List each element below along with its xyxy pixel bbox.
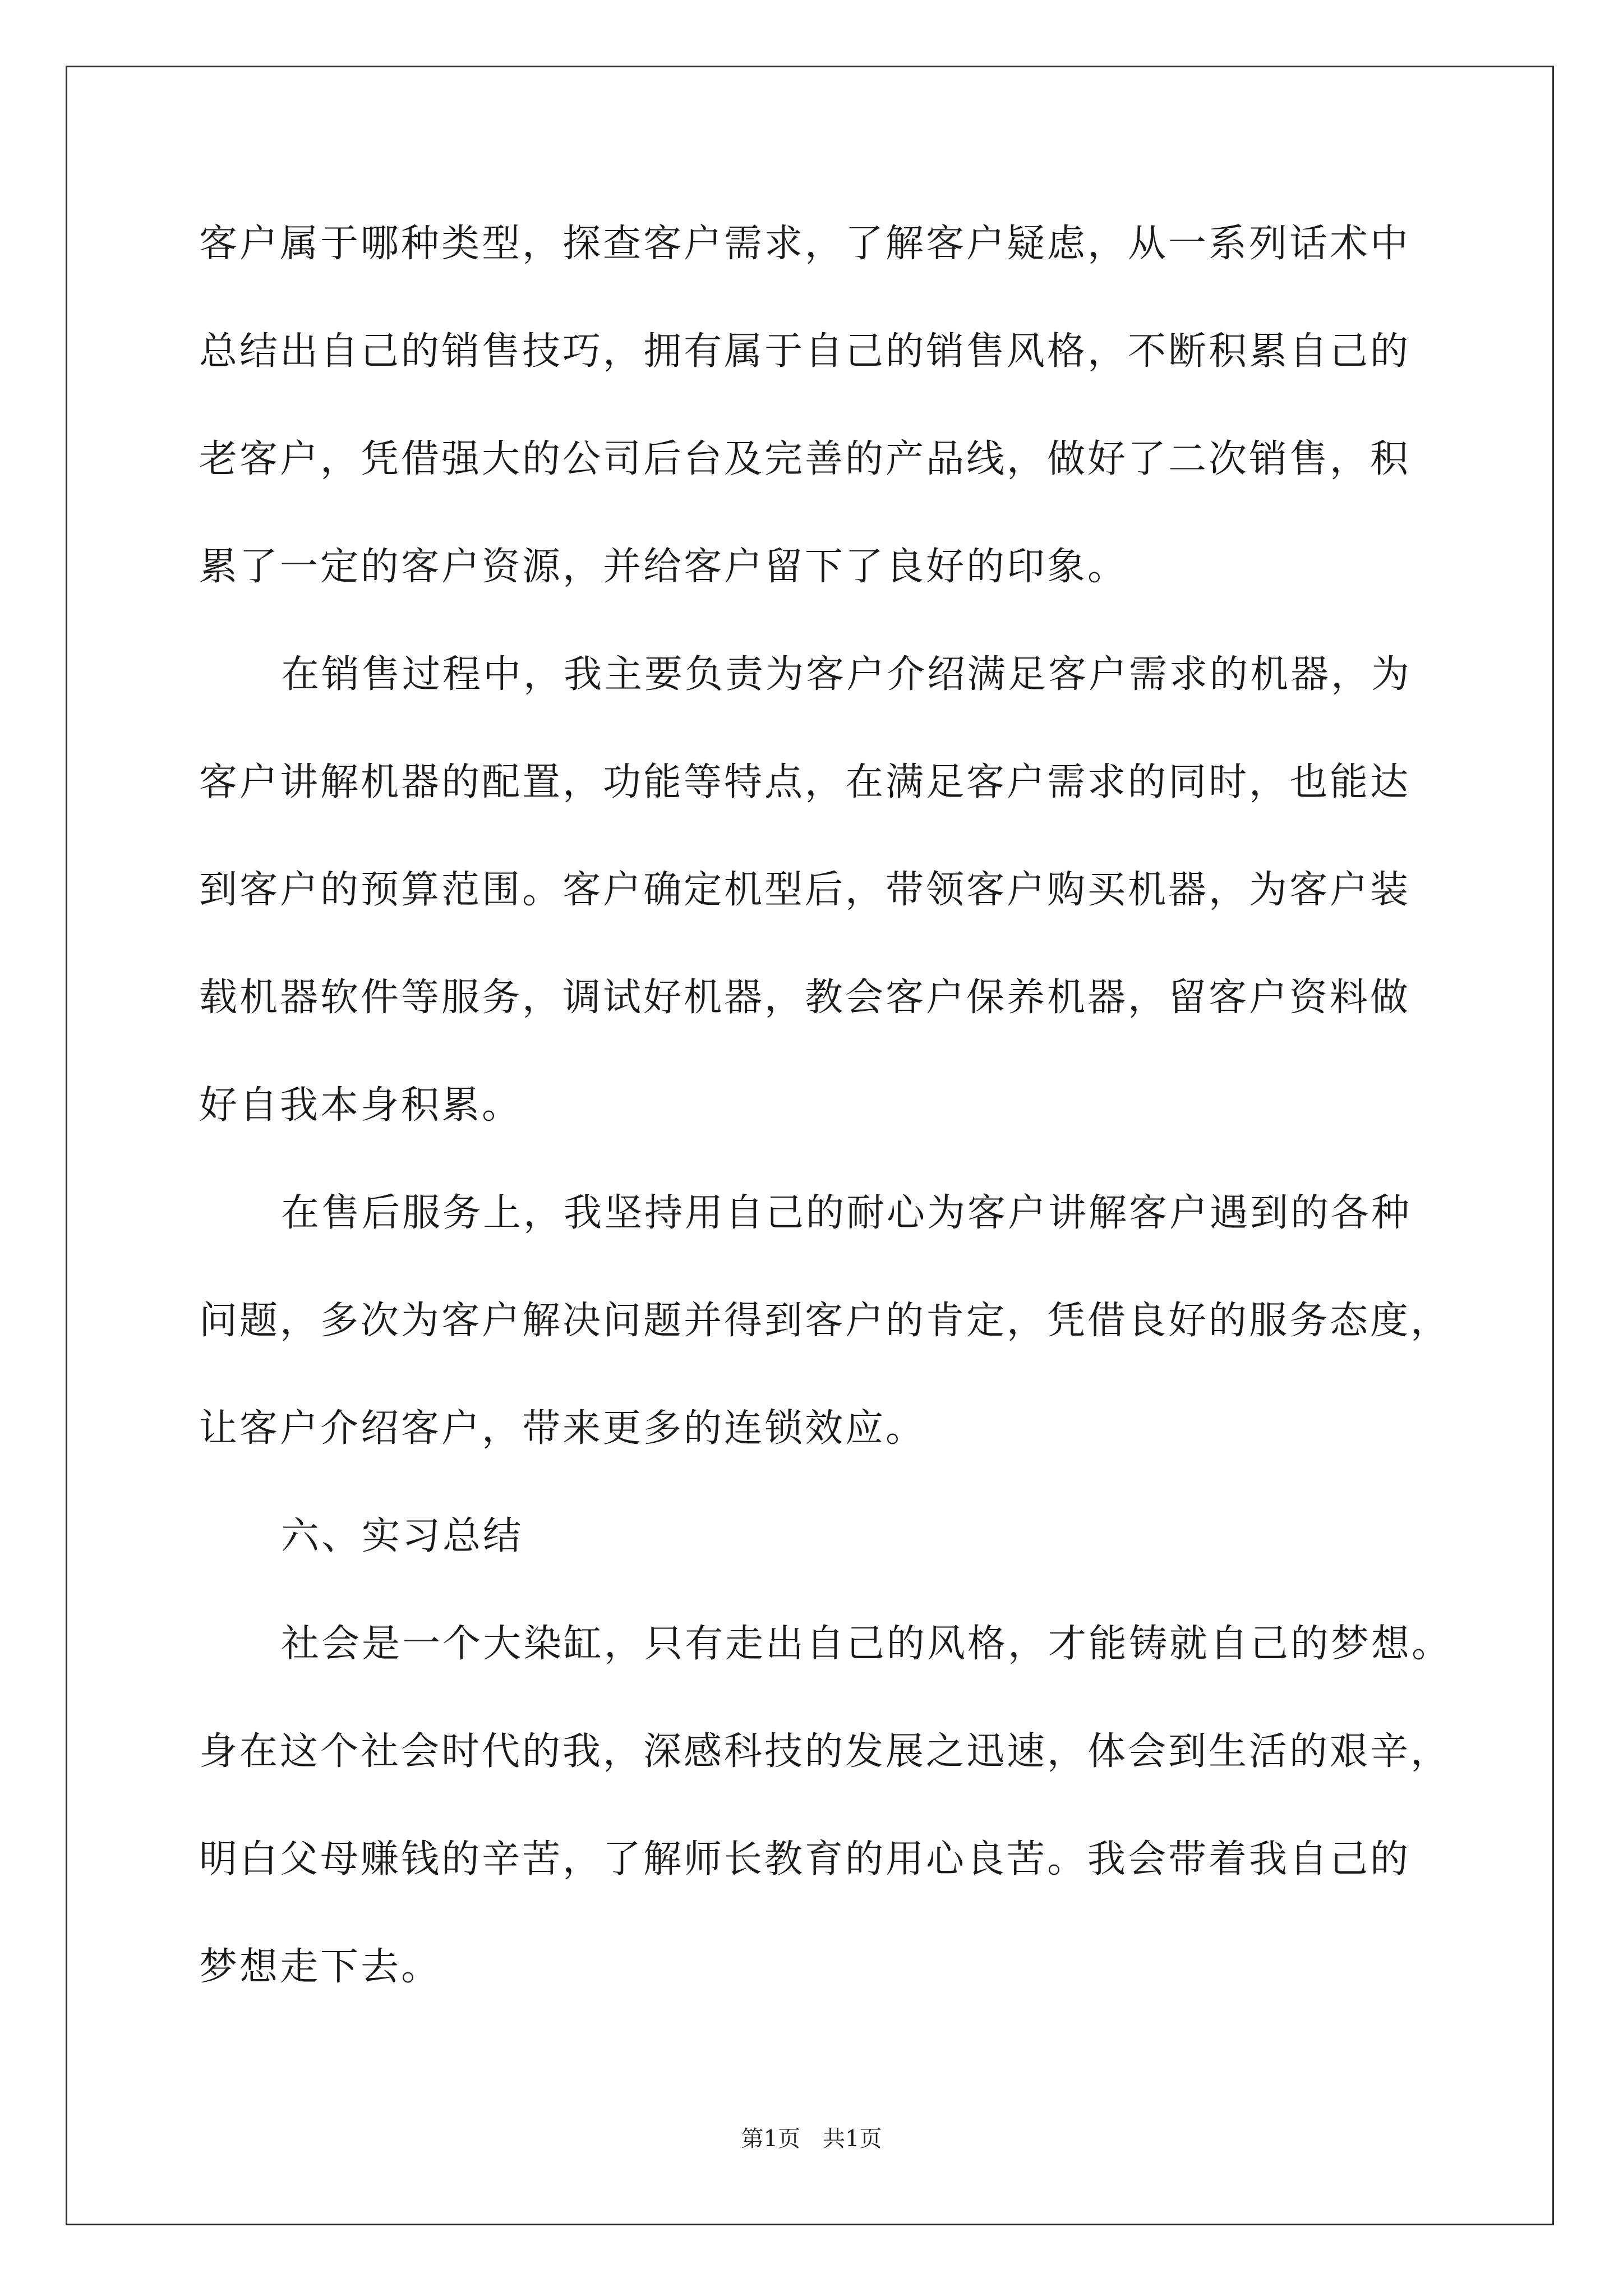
paragraph-start-line: 在销售过程中，我主要负责为客户介绍满足客户需求的机器，为: [281, 652, 1412, 697]
text-line: 问题，多次为客户解决问题并得到客户的肯定，凭借良好的服务态度，: [199, 1299, 1451, 1343]
text-line: 载机器软件等服务，调试好机器，教会客户保养机器，留客户资料做: [199, 976, 1411, 1020]
text-line: 梦想走下去。: [199, 1945, 442, 1989]
text-line: 老客户，凭借强大的公司后台及完善的产品线，做好了二次销售，积: [199, 437, 1411, 481]
text-line: 客户讲解机器的配置，功能等特点，在满足客户需求的同时，也能达: [199, 760, 1411, 804]
page-border: [66, 66, 1554, 2225]
text-line: 身在这个社会时代的我，深感科技的发展之迅速，体会到生活的艰辛，: [199, 1729, 1451, 1774]
paragraph-start-line: 在售后服务上，我坚持用自己的耐心为客户讲解客户遇到的各种: [281, 1191, 1412, 1235]
text-line: 好自我本身积累。: [199, 1083, 523, 1128]
text-line: 明白父母赚钱的辛苦，了解师长教育的用心良苦。我会带着我自己的: [199, 1837, 1411, 1881]
text-line: 总结出自己的销售技巧，拥有属于自己的销售风格，不断积累自己的: [199, 329, 1411, 374]
section-heading: 六、实习总结: [281, 1514, 524, 1558]
text-line: 到客户的预算范围。客户确定机型后，带领客户购买机器，为客户装: [199, 868, 1411, 912]
page-number-footer: 第1页 共1页: [741, 2126, 882, 2152]
text-line: 让客户介绍客户，带来更多的连锁效应。: [199, 1406, 926, 1451]
text-line: 客户属于哪种类型，探查客户需求，了解客户疑虑，从一系列话术中: [199, 222, 1411, 266]
paragraph-start-line: 社会是一个大染缸，只有走出自己的风格，才能铸就自己的梦想。: [281, 1622, 1453, 1666]
text-line: 累了一定的客户资源，并给客户留下了良好的印象。: [199, 545, 1128, 589]
